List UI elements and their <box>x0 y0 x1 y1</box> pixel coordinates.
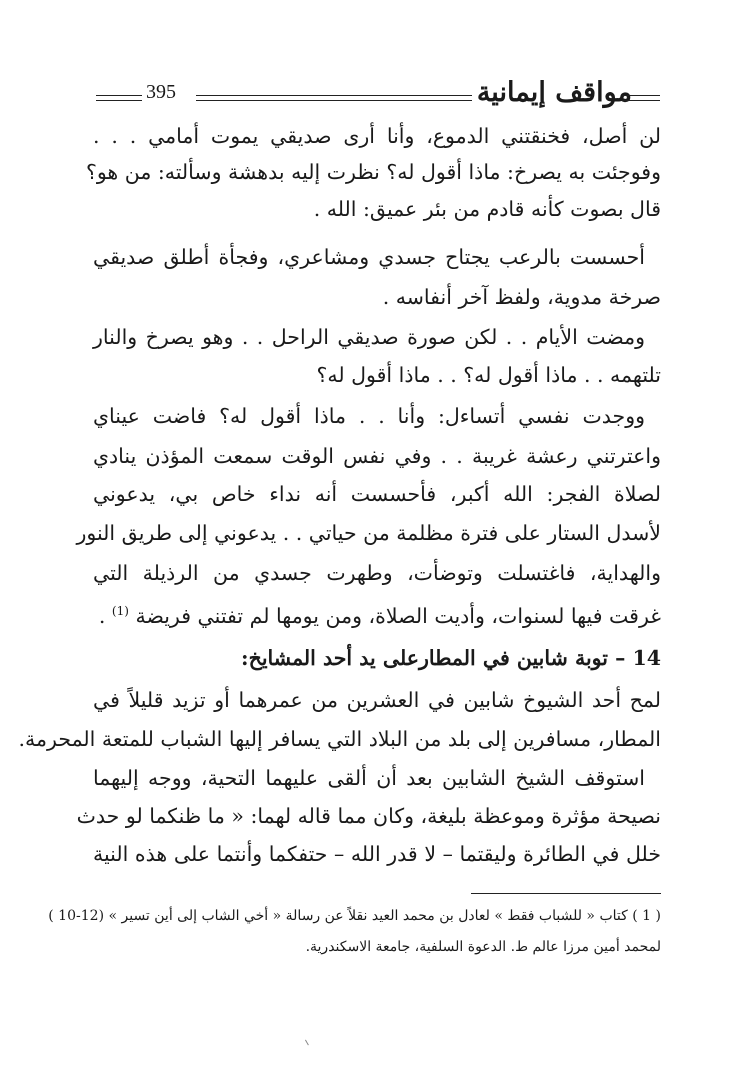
header-rule-far-right <box>622 95 660 96</box>
page-number: 395 <box>146 81 176 103</box>
text-line: خلل في الطائرة وليقتما – لا قدر الله – حتفكما وأنتما على هذه النية <box>93 842 661 866</box>
footnote-reference: (1) <box>111 604 129 618</box>
header-rule-left <box>96 95 142 96</box>
text-line: والهداية، فاغتسلت وتوضأت، وطهرت جسدي من الرذيلة التي <box>93 561 661 585</box>
text-line: أحسست بالرعب يجتاح جسدي ومشاعري، وفجأة أطلق صديقي <box>93 245 645 269</box>
text-line <box>93 596 661 631</box>
text-line: لصلاة الفجر: الله أكبر، فأحسست أنه نداء خاص بي، يدعوني <box>93 482 661 506</box>
text-line: وفوجئت به يصرخ: ماذا أقول له؟ نظرت إليه بدهشة وسألته: من هو؟ <box>85 160 661 184</box>
text-line: لمح أحد الشيوخ شابين في العشرين من عمرهما أو تزيد قليلاً في <box>93 688 661 712</box>
text-line: واعترتني رعشة غريبة . . وفي نفس الوقت سمعت المؤذن ينادي <box>93 444 661 468</box>
footnote-text: ( 1 ) كتاب « للشباب فقط » لعادل بن محمد العيد نقلاً عن رسالة « أخي الشاب إلى أين تسير » (12-10 ) <box>48 908 661 924</box>
text-line: ووجدت نفسي أتساءل: وأنا . . ماذا أقول له؟ فاضت عيناي <box>93 404 645 428</box>
header-rule-right-2 <box>196 100 472 101</box>
footnote-divider <box>471 893 661 894</box>
stray-mark <box>305 1037 314 1046</box>
text-line: صرخة مدوية، ولفظ آخر أنفاسه . <box>382 285 661 309</box>
text-line: نصيحة مؤثرة وموعظة بليغة، وكان مما قاله لهما: « ما ظنكما لو حدث <box>76 804 661 828</box>
text-line: المطار، مسافرين إلى بلد من البلاد التي يسافر إليها الشباب للمتعة المحرمة. <box>18 727 661 751</box>
text-line-body: غرقت فيها لسنوات، وأديت الصلاة، ومن يومها لم تفتني فريضة <box>135 603 661 628</box>
text-line: لن أصل، فخنقتني الدموع، وأنا أرى صديقي يموت أمامي . . . <box>93 124 661 148</box>
footnote-text: لمحمد أمين مرزا عالم ط. الدعوة السلفية، جامعة الاسكندرية. <box>305 939 661 955</box>
text-line: استوقف الشيخ الشابين بعد أن ألقى عليهما التحية، ووجه إليهما <box>93 766 645 790</box>
text-line: لأسدل الستار على فترة مظلمة من حياتي . . يدعوني إلى طريق النور <box>76 521 661 545</box>
text-line: ومضت الأيام . . لكن صورة صديقي الراحل . . وهو يصرخ والنار <box>93 325 645 349</box>
header-rule-right <box>196 95 472 96</box>
running-header <box>96 76 660 110</box>
text-line-end: . <box>98 603 106 628</box>
running-title: مواقف إيمانية <box>476 77 632 108</box>
section-heading: 14 – توبة شابين في المطارعلى يد أحد المشايخ: <box>241 646 661 670</box>
header-rule-far-right-2 <box>622 100 660 101</box>
text-line: قال بصوت كأنه قادم من بئر عميق: الله . <box>313 197 661 221</box>
text-line: تلتهمه . . ماذا أقول له؟ . . ماذا أقول له؟ <box>316 363 661 387</box>
header-rule-left-2 <box>96 100 142 101</box>
